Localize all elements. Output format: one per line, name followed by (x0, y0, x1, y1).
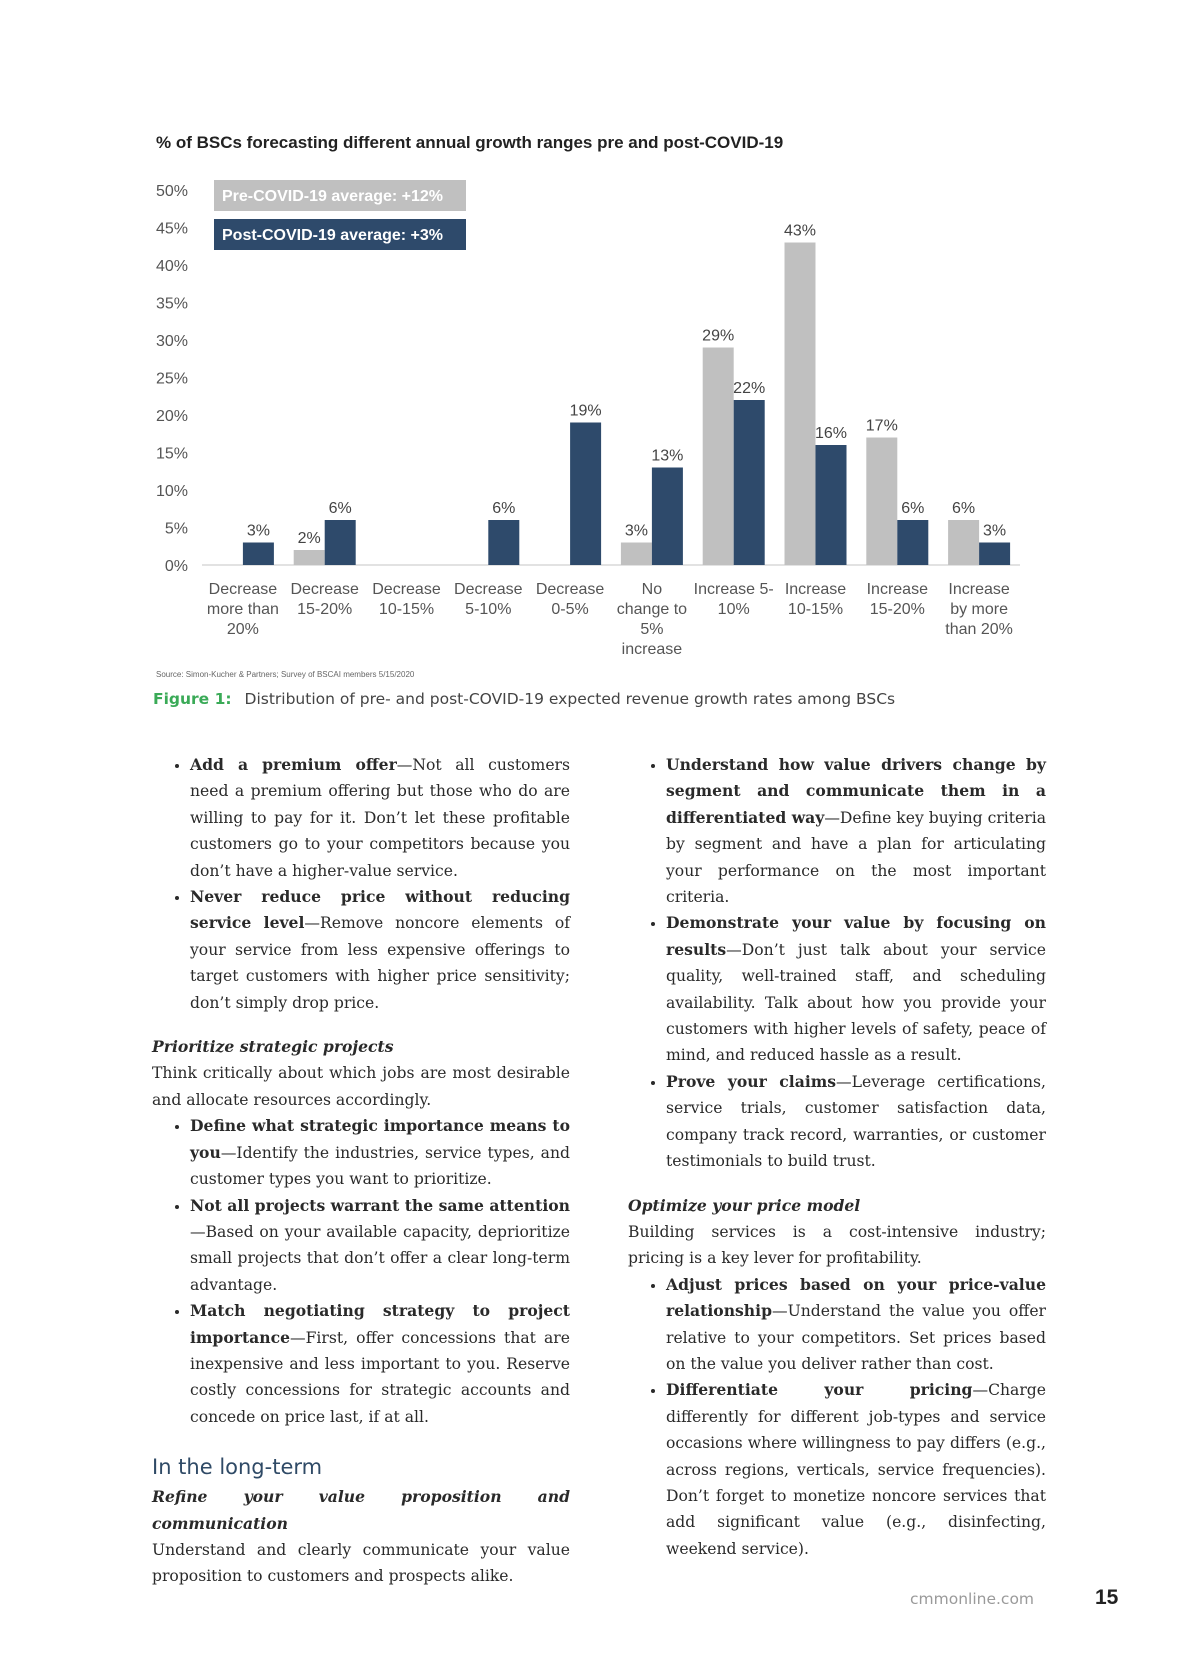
bullet-bold: Differentiate your pricing (666, 1380, 973, 1400)
bullet-text: —Define key buying criteria by segment and have a plan for articulating your performance on the most important criteria. (666, 808, 1046, 907)
right-bullets-2 (628, 1272, 1046, 1562)
data-label: 3% (624, 522, 648, 540)
chart-title: % of BSCs forecasting different annual growth ranges pre and post-COVID-19 (156, 133, 784, 152)
section-heading: In the long-term (152, 1455, 323, 1480)
bar-pre (866, 438, 897, 566)
bullet-text: —Charge differently for different job-types and service occasions where willingness to pay differs (e.g., across regions, verticals, service frequencies). Don’t forget to monetize noncore services that add significant value (e.g., disinfecting, weekend service). (666, 1381, 1046, 1558)
bullet-item (190, 1298, 570, 1430)
y-axis (156, 183, 188, 575)
y-tick-label: 30% (155, 333, 188, 350)
x-category-label: Decrease 0-5% (535, 581, 605, 618)
bullet-bold: Define what strategic importance means to you (190, 1116, 570, 1162)
figure-label: Figure 1: (153, 690, 232, 708)
bar-post (488, 520, 519, 565)
bar-pre (294, 550, 325, 565)
bullet-item (666, 1069, 1046, 1175)
data-label: 29% (702, 327, 735, 345)
y-tick-label: 50% (155, 183, 188, 200)
figure-caption (153, 690, 895, 708)
x-category-label: Increase 15-20% (866, 581, 928, 618)
bar-chart (140, 168, 1040, 668)
x-category-label: Decrease 15-20% (290, 581, 359, 618)
y-tick-label: 35% (155, 295, 188, 313)
paragraph: Building services is a cost-intensive industry; pricing is a key lever for profitability. (628, 1222, 1046, 1268)
bullet-bold: Prove your claims (666, 1071, 837, 1091)
x-category-label: Increase 10-15% (784, 581, 847, 618)
bar-pre (785, 243, 816, 566)
right-column (628, 752, 1046, 1562)
right-bullets-1 (628, 752, 1046, 1175)
data-label: 43% (783, 222, 817, 240)
bullet-bold: Adjust prices based on your price-value relationship (666, 1274, 1046, 1321)
bar-pre (948, 520, 979, 565)
legend (214, 180, 466, 250)
page-number: 15 (1095, 1586, 1119, 1609)
left-bullets-2 (152, 1113, 570, 1430)
bullet-bold: Never reduce price without reducing service level (190, 887, 570, 933)
data-label: 3% (983, 522, 1007, 540)
y-tick-label: 20% (155, 408, 188, 425)
bar-post (979, 543, 1010, 566)
bullet-item (666, 1272, 1046, 1378)
data-label: 6% (952, 500, 976, 517)
bullet-bold: Not all projects warrant the same attention (190, 1195, 570, 1215)
bar-post (734, 400, 765, 565)
bullet-text: —Identify the industries, service types, and customer types you want to prioritize. (190, 1143, 570, 1189)
subheading: Prioritize strategic projects (152, 1037, 394, 1057)
data-label: 22% (733, 380, 766, 397)
chart-source: Source: Simon-Kucher & Partners; Survey of BSCAI members 5/15/2020 (156, 670, 415, 679)
bullet-item (190, 752, 570, 884)
data-label: 6% (901, 500, 925, 517)
left-bullets-1 (152, 752, 570, 1016)
data-label: 13% (651, 447, 684, 465)
left-column (152, 752, 570, 1590)
bars (243, 243, 1010, 566)
legend-pre-label: Pre-COVID-19 average: +12% (222, 188, 443, 205)
paragraph: Understand and clearly communicate your value proposition to customers and prospects alike. (152, 1540, 570, 1586)
footer-website[interactable]: cmmonline.com (910, 1590, 1035, 1608)
bullet-text: —Not all customers need a premium offering but those who do are willing to pay for it. Don’t let these profitable customers go to your competitors because you don’t have a higher-value service. (190, 756, 571, 880)
bullet-item (666, 910, 1046, 1068)
bullet-text: —Understand the value you offer relative to your competitors. Set prices based on the value you deliver rather than cost. (666, 1302, 1046, 1373)
paragraph: Think critically about which jobs are most desirable and allocate resources accordingly. (152, 1064, 570, 1109)
bar-post (652, 468, 683, 566)
bullet-item (190, 884, 570, 1016)
data-label: 19% (569, 402, 602, 420)
bar-pre (703, 348, 734, 566)
bullet-item (190, 1113, 570, 1192)
x-axis-categories (207, 581, 1013, 658)
bullet-bold: Match negotiating strategy to project importance (190, 1301, 570, 1347)
bullet-bold: Demonstrate your value by focusing on results (666, 913, 1046, 959)
bar-post (816, 445, 847, 565)
y-tick-label: 10% (155, 483, 188, 500)
x-category-label: Increase 5-10% (693, 581, 774, 618)
data-label: 17% (865, 417, 898, 435)
bullet-text: —Leverage certifications, service trials, customer satisfaction data, company track record, warranties, or customer testimonials to build trust. (666, 1072, 1046, 1171)
y-tick-label: 25% (155, 370, 188, 388)
bullet-text: —Don’t just talk about your service quality, well-trained staff, and scheduling availability. Talk about how you provide your customers with higher levels of safety, peace of mind, and reduced hassle as a result. (666, 940, 1046, 1065)
bullet-text: —Remove noncore elements of your service from less expensive offerings to target customers with higher price sensitivity; don’t simply drop price. (190, 914, 571, 1012)
y-tick-label: 5% (164, 520, 188, 538)
subheading: Refine your value proposition and communication (152, 1487, 570, 1533)
y-tick-label: 40% (155, 258, 188, 275)
data-label: 6% (328, 500, 352, 517)
x-category-label: Decrease more than 20% (206, 581, 279, 638)
bar-post (243, 543, 274, 566)
x-category-label: Decrease 5-10% (454, 581, 523, 618)
y-tick-label: 15% (155, 445, 188, 463)
bullet-bold: Add a premium offer (190, 755, 397, 774)
bullet-text: —First, offer concessions that are inexpensive and less important to you. Reserve costly concessions for strategic accounts and concede on price last, if at all. (190, 1328, 570, 1426)
bullet-text: —Based on your available capacity, deprioritize small projects that don’t offer a clear long-term advantage. (190, 1222, 570, 1294)
data-label: 16% (814, 425, 848, 442)
subheading: Optimize your price model (628, 1195, 861, 1215)
bullet-bold: Understand how value drivers change by segment and communicate them in a differentiated way (666, 755, 1046, 827)
x-category-label: No change to 5% increase (616, 581, 688, 658)
bullet-item (666, 752, 1046, 910)
data-label: 3% (246, 522, 270, 540)
y-tick-label: 0% (164, 558, 188, 575)
bar-pre (621, 543, 652, 566)
bar-post (570, 423, 601, 566)
bullet-item (666, 1377, 1046, 1562)
bar-post (897, 520, 928, 565)
legend-post-label: Post-COVID-19 average: +3% (222, 227, 443, 244)
y-tick-label: 45% (155, 220, 188, 238)
data-label: 2% (297, 530, 321, 547)
bullet-item (190, 1193, 570, 1299)
bar-post (325, 520, 356, 565)
x-category-label: Decrease 10-15% (372, 581, 441, 618)
x-category-label: Increase by more than 20% (945, 581, 1013, 638)
data-label: 6% (492, 500, 516, 517)
figure-caption-text: Distribution of pre- and post-COVID-19 expected revenue growth rates among BSCs (244, 690, 896, 708)
